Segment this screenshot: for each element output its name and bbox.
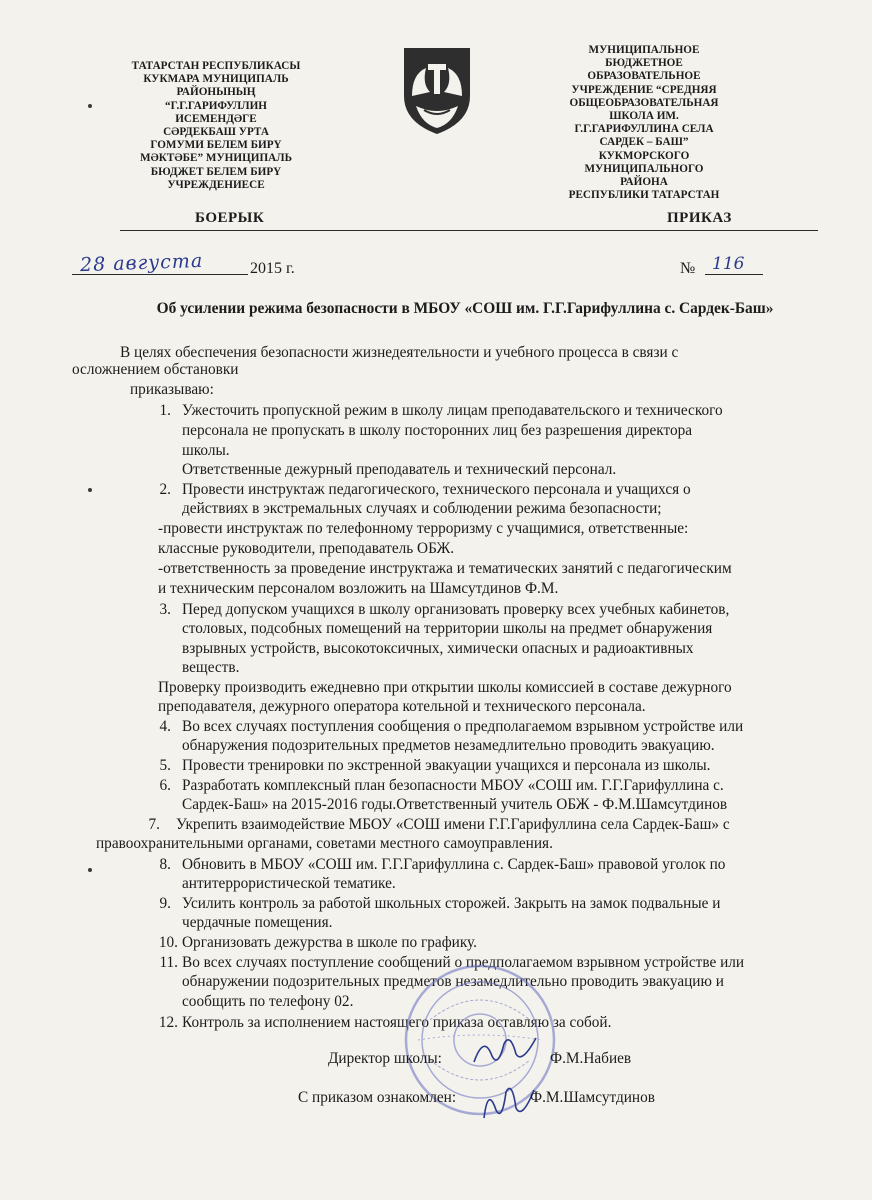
- order-number-handwritten: 116: [712, 254, 745, 274]
- item-text: Во всех случаях поступления сообщения о предполагаемом взрывном устройстве или: [182, 718, 744, 735]
- order-title: Об усилении режима безопасности в МБОУ «СОШ им. Г.Г.Гарифуллина с. Сардек-Баш»: [156, 300, 774, 317]
- punch-mark: [88, 488, 92, 492]
- header-divider: [120, 230, 818, 231]
- order-number-label: №: [680, 260, 696, 277]
- item-text: и техническим персоналом возложить на Шамсутдинов Ф.М.: [158, 580, 559, 597]
- item-text: действиях в экстремальных случаях и соблюдении режима безопасности;: [182, 500, 662, 517]
- header-right-russian: МУНИЦИПАЛЬНОЕ БЮДЖЕТНОЕ ОБРАЗОВАТЕЛЬНОЕ УЧРЕЖДЕНИЕ “СРЕДНЯЯ ОБЩЕОБРАЗОВАТЕЛЬНАЯ ШКОЛА ИМ. Г.Г.ГАРИФУЛЛИНА СЕЛА САРДЕК – БАШ” КУКМОРСКОГО МУНИЦИПАЛЬНОГО РАЙОНА РЕСПУБЛИКИ ТАТАРСТАН: [568, 44, 720, 202]
- date-handwritten: 28 августа: [79, 249, 204, 277]
- item-text: Провести инструктаж педагогического, технического персонала и учащихся о: [182, 481, 691, 498]
- item-text: Провести тренировки по экстренной эвакуации учащихся и персонала из школы.: [182, 757, 711, 774]
- item-text: Во всех случаях поступление сообщений о предполагаемом взрывном устройстве или: [182, 954, 745, 971]
- item-number: 9.: [159, 895, 171, 912]
- item-number: 7.: [148, 816, 160, 833]
- item-text: -провести инструктаж по телефонному терроризму с учащимися, ответственные:: [158, 520, 689, 537]
- director-name: Ф.М.Набиев: [550, 1050, 632, 1067]
- item-text: классные руководители, преподаватель ОБЖ.: [158, 540, 455, 557]
- item-number: 3.: [159, 601, 171, 618]
- item-number: 10.: [158, 934, 178, 951]
- item-number: 1.: [159, 402, 171, 419]
- header-left-tatar: ТАТАРСТАН РЕСПУБЛИКАСЫ КУКМАРА МУНИЦИПАЛЬ РАЙОНЫНЫҢ “Г.Г.ГАРИФУЛЛИН ИСЕМЕНДӘГЕ СӘРДЕКБАШ УРТА ГОМУМИ БЕЛЕМ БИРҮ МӘКТӘБЕ” МУНИЦИПАЛЬ БЮДЖЕТ БЕЛЕМ БИРҮ УЧРЕЖДЕНИЕСЕ: [131, 60, 301, 191]
- item-text: Усилить контроль за работой школьных сторожей. Закрыть на замок подвальные и: [182, 895, 721, 912]
- coat-of-arms-icon: [400, 44, 474, 136]
- intro-line: В целях обеспечения безопасности жизнедеятельности и учебного процесса в связи с: [120, 344, 679, 361]
- item-text: антитеррористической тематике.: [182, 875, 396, 892]
- item-number: 5.: [159, 757, 171, 774]
- acquainted-label: С приказом ознакомлен:: [298, 1089, 457, 1106]
- item-number: 6.: [159, 777, 171, 794]
- item-text: Ответственные дежурный преподаватель и технический персонал.: [182, 461, 617, 478]
- item-text: Разработать комплексный план безопасности МБОУ «СОШ им. Г.Г.Гарифуллина с.: [182, 777, 724, 794]
- item-number: 2.: [159, 481, 171, 498]
- punch-mark: [88, 868, 92, 872]
- item-text: Обновить в МБОУ «СОШ им. Г.Г.Гарифуллина с. Сардек-Баш» правовой уголок по: [182, 856, 726, 873]
- date-year: 2015 г.: [250, 260, 295, 277]
- item-text: веществ.: [182, 659, 240, 676]
- doc-type-tatar: БОЕРЫК: [195, 210, 265, 226]
- item-text: Организовать дежурства в школе по графику.: [182, 934, 477, 951]
- item-text: Перед допуском учащихся в школу организовать проверку всех учебных кабинетов,: [182, 601, 730, 618]
- item-number: 12.: [158, 1014, 178, 1031]
- item-text: обнаружении подозрительных предметов незамедлительно проводить эвакуацию и: [182, 973, 724, 990]
- item-text: Укрепить взаимодействие МБОУ «СОШ имени Г.Г.Гарифуллина села Сардек-Баш» с: [176, 816, 730, 833]
- item-text: преподавателя, дежурного оператора котельной и технического персонала.: [158, 698, 646, 715]
- punch-mark: [88, 104, 92, 108]
- item-text: взрывных устройств, высокотоксичных, химически опасных и радиоактивных: [182, 640, 694, 657]
- acquainted-signature-icon: [478, 1080, 538, 1124]
- item-text: сообщить по телефону 02.: [182, 993, 354, 1010]
- intro-line: осложнением обстановки: [72, 361, 239, 378]
- director-signature-icon: [470, 1030, 540, 1070]
- prikazyvayu: приказываю:: [130, 381, 214, 398]
- item-text: правоохранительными органами, советами местного самоуправления.: [96, 835, 553, 852]
- doc-type-russian: ПРИКАЗ: [667, 210, 732, 226]
- item-text: чердачные помещения.: [182, 914, 333, 931]
- item-text: Контроль за исполнением настоящего приказа оставляю за собой.: [182, 1014, 612, 1031]
- item-text: Ужесточить пропускной режим в школу лицам преподавательского и технического: [182, 402, 723, 419]
- item-number: 11.: [159, 954, 178, 971]
- item-text: -ответственность за проведение инструктажа и тематических занятий с педагогическим: [158, 560, 732, 577]
- item-text: Сардек-Баш» на 2015-2016 годы.Ответственный учитель ОБЖ - Ф.М.Шамсутдинов: [182, 796, 728, 813]
- acquainted-name: Ф.М.Шамсутдинов: [530, 1089, 655, 1106]
- item-number: 8.: [159, 856, 171, 873]
- item-text: школы.: [182, 442, 230, 459]
- item-text: персонала не пропускать в школу посторонних лиц без разрешения директора: [182, 422, 693, 439]
- director-label: Директор школы:: [328, 1050, 442, 1067]
- item-text: обнаружения подозрительных предметов незамедлительно проводить эвакуацию.: [182, 737, 715, 754]
- item-text: столовых, подсобных помещений на территории школы на предмет обнаружения: [182, 620, 713, 637]
- item-text: Проверку производить ежедневно при открытии школы комиссией в составе дежурного: [158, 679, 732, 696]
- item-number: 4.: [159, 718, 171, 735]
